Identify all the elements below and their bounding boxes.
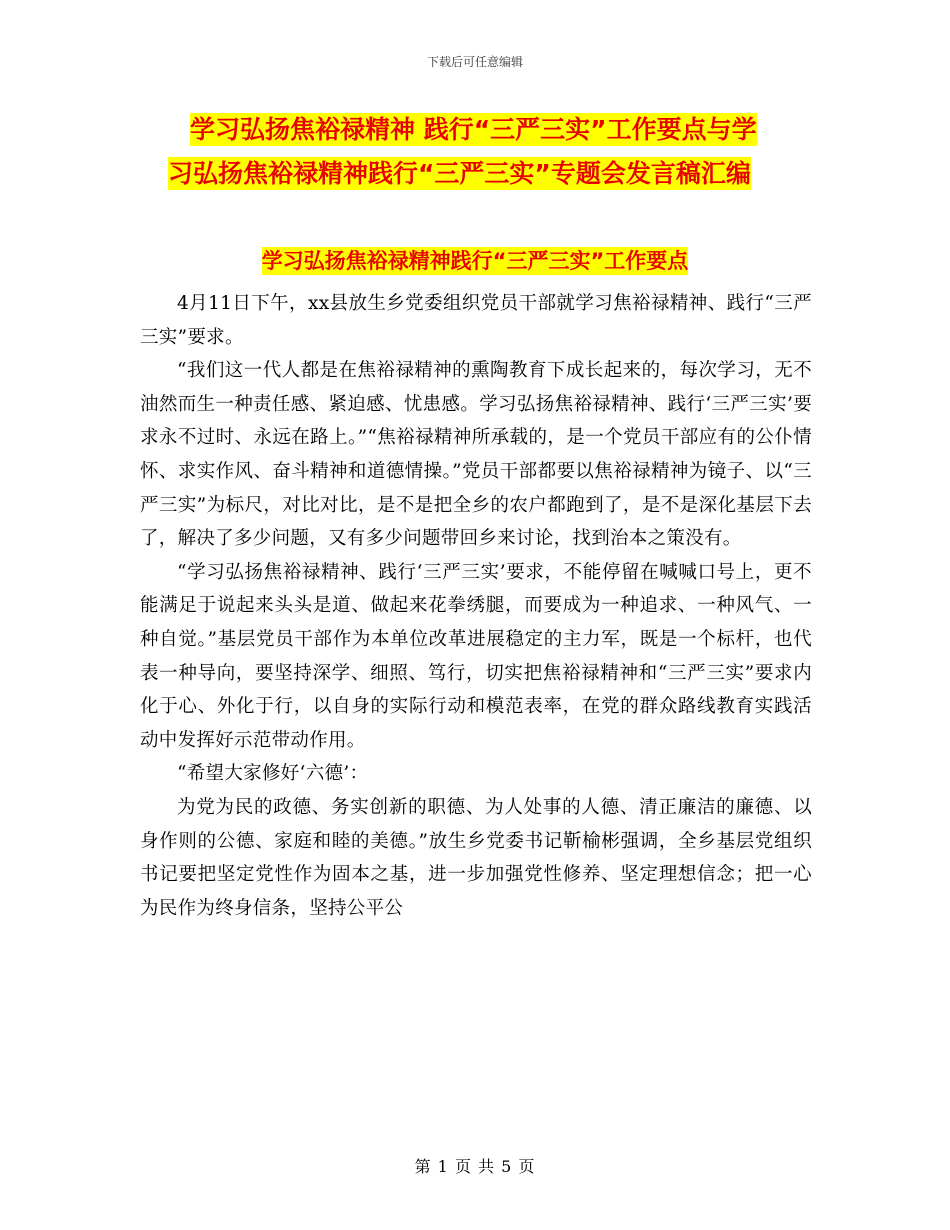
document-title-line-1 <box>140 113 840 147</box>
paragraph-2: “我们这一代人都是在焦裕禄精神的熏陶教育下成长起来的，每次学习，无不油然而生一种责任感、紧迫感、忧患感。学习弘扬焦裕禄精神、践行‘三严三实’要求永不过时、永远在路上。”“焦裕禄精神所承载的，是一个党员干部应有的公仆情怀、求实作风、奋斗精神和道德情操。”党员干部都要以焦裕禄精神为镜子、以“三严三实”为标尺，对比对比，是不是把全乡的农户都跑到了，是不是深化基层下去了，解决了多少问题，又有多少问题带回乡来讨论，找到治本之策没有。 <box>140 360 812 550</box>
paragraph-5: 为党为民的政德、务实创新的职德、为人处事的人德、清正廉洁的廉德、以身作则的公德、家庭和睦的美德。”放生乡党委书记靳榆彬强调，全乡基层党组织书记要把坚定党性作为固本之基，进一步加强党性修养、坚定理想信念；把一心为民作为终身信条，坚持公平公 <box>140 796 812 919</box>
document-title-line-1-text: 学习弘扬焦裕禄精神 践行“三严三实”工作要点与学 <box>190 115 757 144</box>
header-note: 下载后可任意编辑 <box>426 55 523 69</box>
section-title <box>0 245 950 277</box>
document-title-line-2-text: 习弘扬焦裕禄精神践行“三严三实”专题会发言稿汇编 <box>168 159 751 188</box>
paragraph-4: “希望大家修好‘六德’： <box>177 763 369 785</box>
paragraph-1: 4月11日下午，xx县放生乡党委组织党员干部就学习焦裕禄精神、践行“三严三实”要求。 <box>140 293 812 348</box>
paragraph-3: “学习弘扬焦裕禄精神、践行‘三严三实’要求，不能停留在喊喊口号上，更不能满足于说起来头头是道、做起来花拳绣腿，而要成为一种追求、一种风气、一种自觉。”基层党员干部作为本单位改革进展稳定的主力军，既是一个标杆，也代表一种导向，要坚持深学、细照、笃行，切实把焦裕禄精神和“三严三实”要求内化于心、外化于行，以自身的实际行动和模范表率，在党的群众路线教育实践活动中发挥好示范带动作用。 <box>140 561 812 751</box>
document-title-line-2 <box>140 157 840 191</box>
document-body <box>140 287 812 925</box>
section-title-text: 学习弘扬焦裕禄精神践行“三严三实”工作要点 <box>261 249 689 273</box>
page-footer: 第 1 页 共 5 页 <box>414 1157 536 1176</box>
